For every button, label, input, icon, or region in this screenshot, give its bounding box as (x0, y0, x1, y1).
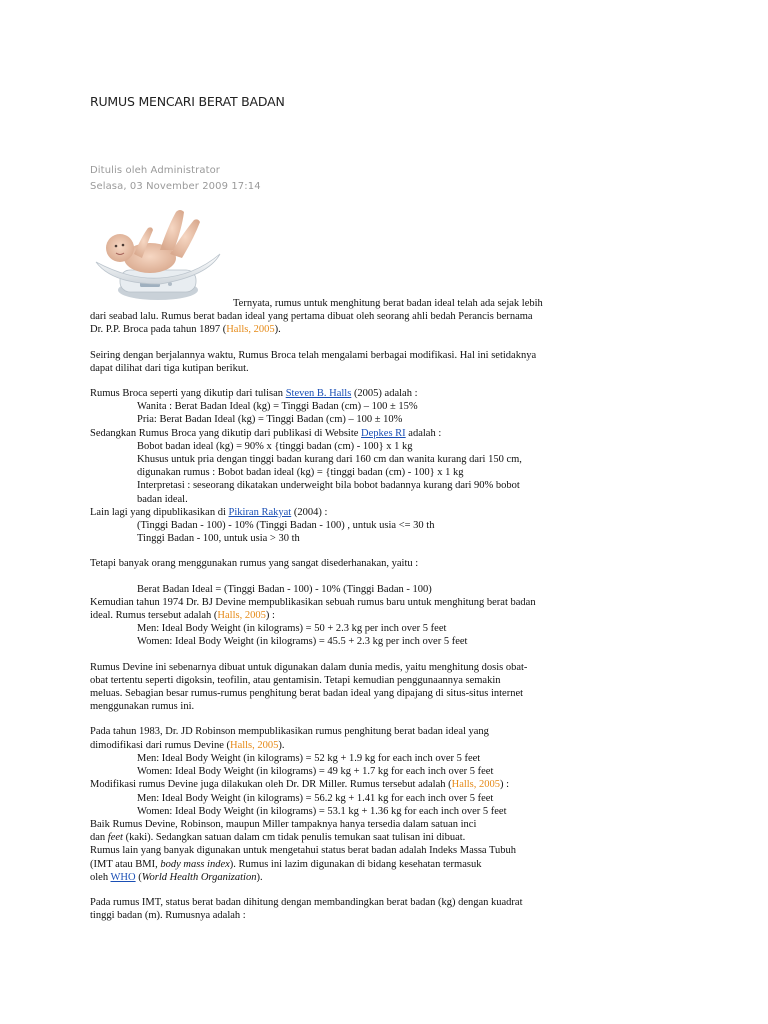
article-title: RUMUS MENCARI BERAT BADAN (90, 94, 285, 109)
simple-intro: Tetapi banyak orang menggunakan rumus yang sangat disederhanakan, yaitu : (90, 558, 419, 570)
devine-use-4: menggunakan rumus ini. (90, 701, 195, 713)
link-who[interactable]: WHO (110, 871, 136, 883)
citation-halls-4: Halls, 2005 (451, 779, 501, 791)
p1-line3: Dr. P.P. Broca pada tahun 1897 ( (90, 324, 227, 336)
who-end: ). (256, 871, 263, 883)
devine-line2-end: ) : (265, 610, 275, 622)
citation-halls: Halls, 2005 (226, 324, 275, 336)
robinson-line2: dimodifikasi dari rumus Devine ( (90, 739, 230, 751)
broca-intro: Rumus Broca seperti yang dikutip dari tulisan (90, 388, 286, 400)
p1-line1: Ternyata, rumus untuk menghitung berat badan ideal telah ada sejak lebih (233, 298, 543, 309)
broca-pria: Pria: Berat Badan Ideal (kg) = Tinggi Badan (cm) – 100 ± 10% (137, 414, 403, 426)
miller-intro-end: ) : (500, 779, 510, 791)
robinson-men: Men: Ideal Body Weight (in kilograms) = 52 kg + 1.9 kg for each inch over 5 feet (137, 752, 481, 764)
robinson-women: Women: Ideal Body Weight (in kilograms) = 49 kg + 1.7 kg for each inch over 5 feet (137, 766, 494, 778)
date-line: Selasa, 03 November 2009 17:14 (90, 181, 261, 192)
who-paren: ( (135, 871, 142, 883)
author-line: Ditulis oleh Administrator (90, 165, 221, 176)
p2-line2: dapat dilihat dari tiga kutipan berikut. (90, 362, 249, 374)
miller-men: Men: Ideal Body Weight (in kilograms) = 56.2 kg + 1.41 kg for each inch over 5 feet (137, 792, 494, 804)
pikiran-intro-end: (2004) : (291, 506, 328, 518)
depkes-intro: Sedangkan Rumus Broca yang dikutip dari publikasi di Website (90, 427, 362, 439)
simple-formula: Berat Badan Ideal = (Tinggi Badan - 100) - 10% (Tinggi Badan - 100) (137, 583, 432, 595)
bmi-note-1: Rumus lain yang banyak digunakan untuk mengetahui status berat badan adalah Indeks Massa Tubuh (90, 845, 517, 857)
pikiran-intro: Lain lagi yang dipublikasikan di (90, 506, 229, 518)
devine-use-3: meluas. Sebagian besar rumus-rumus penghitung berat badan ideal yang dipajang di situs-situs internet (90, 688, 524, 700)
body-text (90, 297, 618, 922)
who-prefix: oleh (90, 871, 111, 883)
pikiran-formula-2: Tinggi Badan - 100, untuk usia > 30 th (137, 533, 300, 545)
citation-halls-2: Halls, 2005 (217, 610, 266, 622)
robinson-line2-end: ). (278, 739, 285, 751)
link-steven-halls[interactable]: Steven B. Halls (285, 388, 352, 400)
devine-use-2: obat tertentu seperti digoksin, teofilin, atau gentamisin. Tetapi kemudian penggunaannya semakin (90, 674, 501, 686)
who-fullname: World Health Organization (141, 871, 257, 883)
citation-halls-3: Halls, 2005 (229, 739, 279, 751)
depkes-interpretasi: Interpretasi : seseorang dikatakan underweight bila bobot badannya kurang dari 90% bobot (137, 480, 520, 492)
pikiran-formula-1: (Tinggi Badan - 100) - 10% (Tinggi Badan - 100) , untuk usia <= 30 th (137, 520, 435, 532)
devine-use-1: Rumus Devine ini sebenarnya dibuat untuk digunakan dalam dunia medis, yaitu menghitung dosis obat- (90, 661, 528, 673)
imt-line1: Pada rumus IMT, status berat badan dihitung dengan membandingkan berat badan (kg) dengan kuadrat (90, 896, 523, 908)
imt-line2: tinggi badan (m). Rumusnya adalah : (90, 910, 246, 922)
bmi-note-2b: ). Rumus ini lazim digunakan di bidang kesehatan termasuk (229, 858, 482, 870)
units-feet: feet (107, 832, 123, 844)
units-note-1: Baik Rumus Devine, Robinson, maupun Miller tampaknya hanya tersedia dalam satuan inci (90, 818, 477, 830)
miller-intro: Modifikasi rumus Devine juga dilakukan oleh Dr. DR Miller. Rumus tersebut adalah ( (90, 779, 452, 791)
depkes-khusus: Khusus untuk pria dengan tinggi badan kurang dari 160 cm dan wanita kurang dari 150 cm, (137, 454, 522, 466)
p1-line2: dari seabad lalu. Rumus berat badan ideal yang pertama dibuat oleh seorang ahli bedah Perancis bernama (90, 311, 533, 323)
units-note-2a: dan (90, 832, 108, 844)
baby-scale-photo (90, 198, 225, 306)
robinson-line1: Pada tahun 1983, Dr. JD Robinson mempublikasikan rumus penghitung berat badan ideal yang (90, 726, 489, 738)
link-depkes[interactable]: Depkes RI (361, 427, 406, 439)
devine-line2: ideal. Rumus tersebut adalah ( (90, 610, 218, 622)
depkes-interpretasi-2: badan ideal. (137, 493, 188, 505)
depkes-khusus-2: digunakan rumus : Bobot badan ideal (kg) = {tinggi badan (cm) - 100} x 1 kg (137, 467, 464, 479)
broca-intro-end: (2005) adalah : (351, 388, 418, 400)
devine-line1: Kemudian tahun 1974 Dr. BJ Devine mempublikasikan sebuah rumus baru untuk menghitung berat badan (90, 596, 536, 608)
bmi-italic: body mass index (160, 858, 230, 870)
depkes-intro-end: adalah : (405, 427, 442, 439)
link-pikiran-rakyat[interactable]: Pikiran Rakyat (228, 506, 292, 518)
broca-wanita: Wanita : Berat Badan Ideal (kg) = Tinggi Badan (cm) – 100 ± 15% (137, 401, 418, 413)
bmi-note-2a: (IMT atau BMI, (90, 858, 161, 870)
devine-men: Men: Ideal Body Weight (in kilograms) = 50 + 2.3 kg per inch over 5 feet (137, 623, 447, 635)
devine-women: Women: Ideal Body Weight (in kilograms) = 45.5 + 2.3 kg per inch over 5 feet (137, 636, 468, 648)
p2-line1: Seiring dengan berjalannya waktu, Rumus Broca telah mengalami berbagai modifikasi. Hal ini setidaknya (90, 349, 537, 361)
depkes-formula: Bobot badan ideal (kg) = 90% x {tinggi badan (cm) - 100} x 1 kg (137, 440, 413, 452)
miller-women: Women: Ideal Body Weight (in kilograms) = 53.1 kg + 1.36 kg for each inch over 5 feet (137, 805, 507, 817)
p1-line3-end: ). (274, 324, 281, 336)
units-note-2b: (kaki). Sedangkan satuan dalam cm tidak penulis temukan saat tulisan ini dibuat. (122, 832, 466, 844)
